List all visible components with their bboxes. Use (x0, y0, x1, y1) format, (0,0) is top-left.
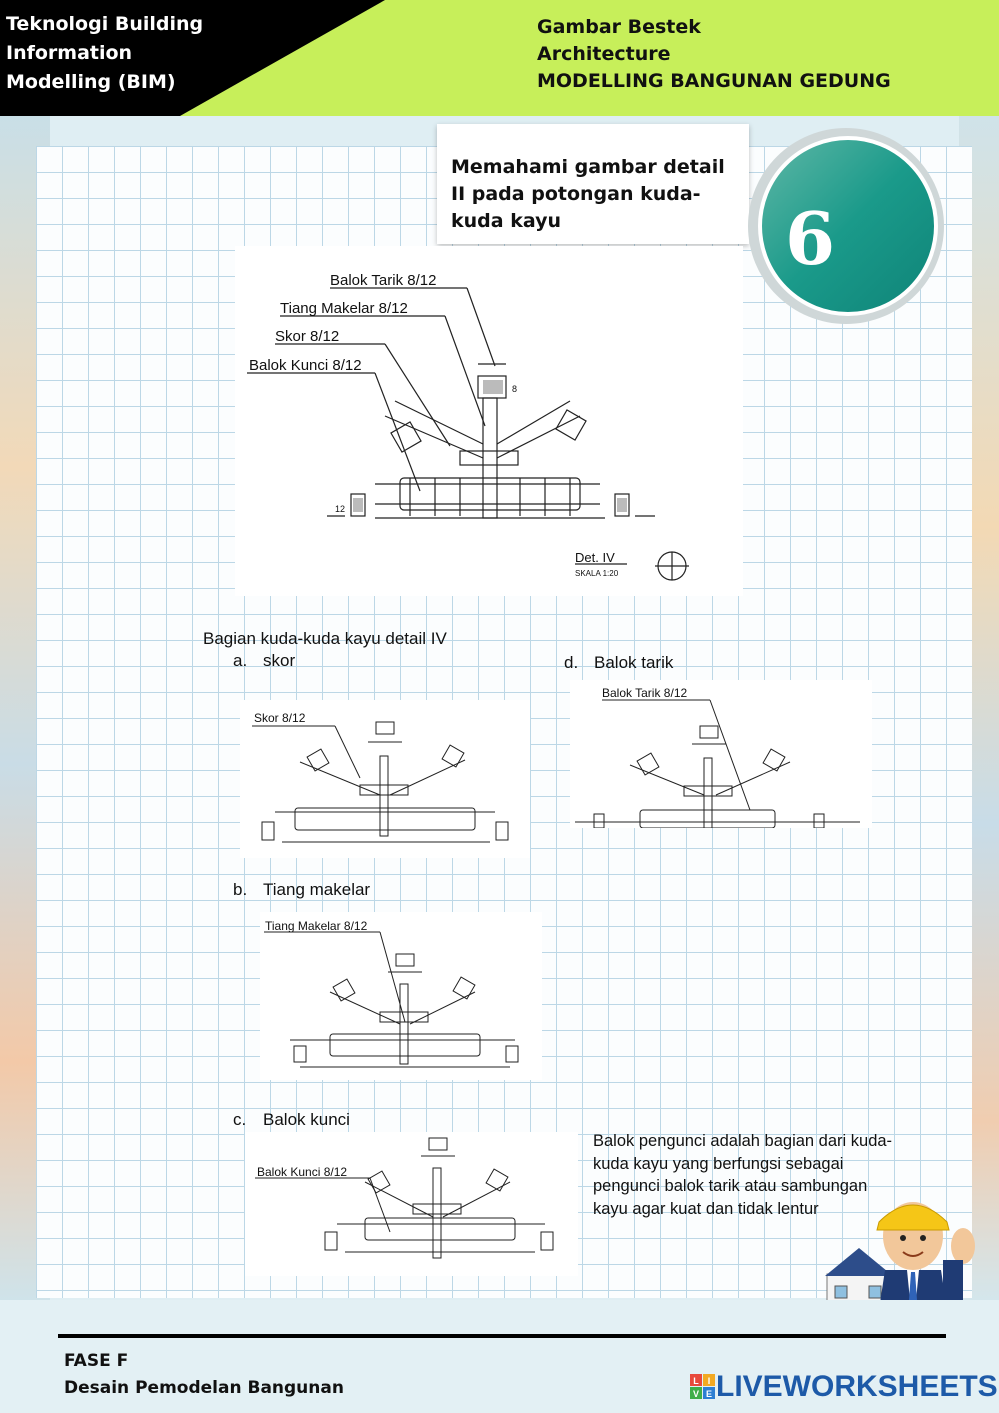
logo-letter: I (707, 1376, 711, 1386)
label-balok-tarik: Balok Tarik 8/12 (330, 272, 437, 289)
balok-kunci-drawing (245, 1132, 578, 1276)
figure-balok-kunci (245, 1132, 578, 1276)
scale-label: SKALA 1:20 (575, 569, 619, 578)
badge-number: 6 (784, 196, 836, 281)
part-d-name: Balok tarik (594, 653, 674, 672)
figure-skor (240, 700, 530, 858)
part-a-marker: a. (233, 651, 248, 670)
skor-drawing (240, 700, 530, 858)
balok-kunci-description: Balok pengunci adalah bagian dari kuda-kuda kayu yang berfungsi sebagai pengunci balok tarik atau sambungan kayu agar kuat dan tidak lentur (593, 1132, 893, 1218)
main-detail-figure (235, 246, 743, 596)
logo-letter: E (705, 1389, 713, 1399)
figure-balok-tarik (570, 680, 872, 828)
part-a-name: skor (263, 651, 296, 670)
part-c-marker: c. (233, 1110, 247, 1129)
dim-label: 12 (335, 504, 346, 514)
label-balok-kunci-small: Balok Kunci 8/12 (257, 1165, 348, 1179)
footer-line: FASE F (64, 1351, 129, 1371)
footer-divider (58, 1334, 946, 1338)
main-detail-drawing (235, 246, 743, 596)
logo-letter: L (693, 1376, 699, 1386)
title-line: II pada potongan kuda- (451, 183, 701, 205)
liveworksheets-brand[interactable]: LIVEWORKSHEETS (716, 1370, 998, 1403)
part-b-marker: b. (233, 880, 248, 899)
part-c-name: Balok kunci (263, 1110, 350, 1129)
header-right-line: Gambar Bestek (537, 16, 701, 38)
header-course-title (6, 10, 203, 97)
header-left-line: Teknologi Building (6, 13, 204, 35)
label-skor: Skor 8/12 (275, 328, 340, 345)
part-d-marker: d. (564, 653, 579, 672)
header-left-line: Information (6, 42, 133, 64)
figure-tiang-makelar (260, 912, 542, 1080)
title-line: Memahami gambar detail (451, 156, 725, 178)
header-right-line: MODELLING BANGUNAN GEDUNG (537, 70, 891, 92)
detail-label: Det. IV (575, 550, 615, 565)
section-caption: Bagian kuda-kuda kayu detail IV (203, 629, 447, 648)
header-subject (537, 14, 891, 95)
label-tiang-makelar: Tiang Makelar 8/12 (280, 300, 408, 317)
part-b-name: Tiang makelar (263, 880, 371, 899)
page-title (451, 154, 741, 235)
logo-letter: V (692, 1389, 700, 1399)
balok-tarik-drawing (570, 680, 872, 828)
header-left-line: Modelling (BIM) (6, 71, 176, 93)
label-balok-tarik-small: Balok Tarik 8/12 (602, 686, 688, 700)
footer-line: Desain Pemodelan Bangunan (64, 1378, 344, 1398)
tiang-makelar-drawing (260, 912, 542, 1080)
header-right-line: Architecture (537, 43, 671, 65)
title-line: kuda kayu (451, 210, 561, 232)
label-skor-small: Skor 8/12 (254, 711, 306, 725)
footer-info (64, 1348, 344, 1402)
label-balok-kunci: Balok Kunci 8/12 (249, 357, 362, 374)
dim-label: 8 (512, 384, 518, 394)
liveworksheets-logo-icon (690, 1374, 716, 1400)
label-tiang-makelar-small: Tiang Makelar 8/12 (265, 919, 368, 933)
